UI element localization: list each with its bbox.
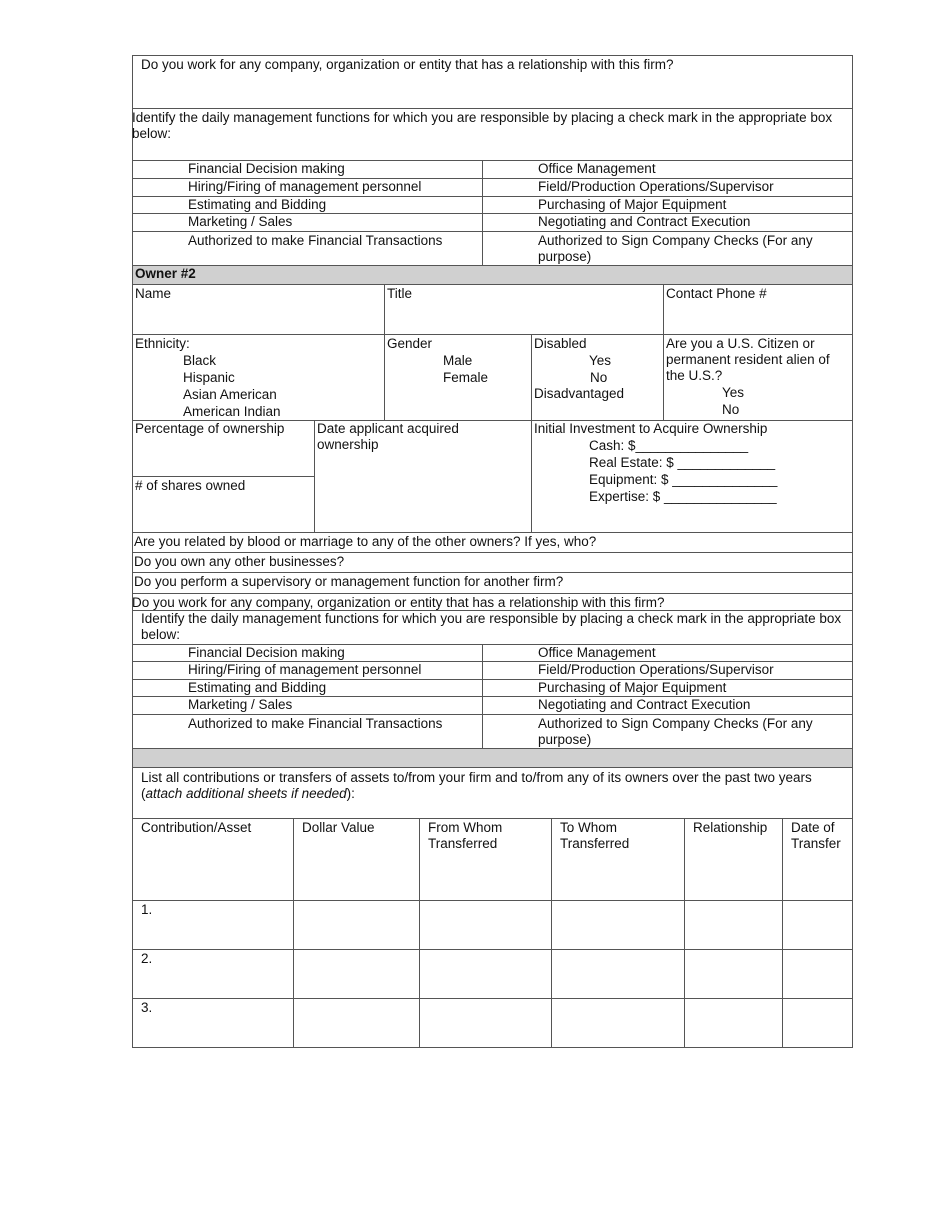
- gender-option[interactable]: Male: [443, 353, 473, 368]
- investment-label: Initial Investment to Acquire Ownership: [534, 421, 768, 436]
- row-number: 3.: [141, 1000, 153, 1015]
- function-checkbox-label[interactable]: Financial Decision making: [188, 645, 345, 660]
- citizen-option[interactable]: Yes: [722, 385, 745, 400]
- ethnicity-option[interactable]: Asian American: [183, 387, 277, 402]
- function-checkbox-label[interactable]: Authorized to Sign Company Checks (For any purpose): [538, 716, 813, 747]
- divider: [482, 644, 483, 748]
- divider: [132, 900, 853, 901]
- gender-label: Gender: [387, 336, 433, 351]
- function-checkbox-label[interactable]: Marketing / Sales: [188, 214, 293, 229]
- divider: [132, 334, 853, 335]
- shares-label: # of shares owned: [135, 478, 246, 493]
- function-checkbox-label[interactable]: Purchasing of Major Equipment: [538, 197, 727, 212]
- ethnicity-option[interactable]: American Indian: [183, 404, 281, 419]
- ethnicity-option[interactable]: Black: [183, 353, 217, 368]
- function-checkbox-label[interactable]: Authorized to make Financial Transactions: [188, 233, 443, 248]
- function-checkbox-label[interactable]: Hiring/Firing of management personnel: [188, 179, 422, 194]
- divider: [132, 593, 853, 594]
- column-header: Relationship: [693, 820, 768, 835]
- gender-option[interactable]: Female: [443, 370, 489, 385]
- divider: [132, 476, 314, 477]
- function-checkbox-label[interactable]: Office Management: [538, 645, 656, 660]
- contributions-intro-end: ):: [346, 786, 355, 801]
- date-acquired-label: Date applicant acquired ownership: [317, 421, 459, 452]
- section-separator-bar: [132, 748, 853, 768]
- owner-header-bar: [132, 265, 853, 285]
- row-number: 1.: [141, 902, 153, 917]
- investment-equipment-field[interactable]: Equipment: $ ______________: [589, 472, 778, 487]
- function-checkbox-label[interactable]: Estimating and Bidding: [188, 197, 327, 212]
- citizen-option[interactable]: No: [722, 402, 740, 417]
- owner-header: Owner #2: [135, 266, 196, 281]
- contributions-intro-italic: attach additional sheets if needed: [145, 786, 347, 801]
- ethnicity-option[interactable]: Hispanic: [183, 370, 235, 385]
- column-header: Dollar Value: [302, 820, 375, 835]
- function-checkbox-label[interactable]: Field/Production Operations/Supervisor: [538, 662, 774, 677]
- identify-functions-text: Identify the daily management functions for which you are responsible by placing a check mark in the appropriate box below:: [132, 110, 833, 141]
- divider: [551, 818, 552, 1048]
- disadvantaged-label[interactable]: Disadvantaged: [534, 386, 625, 401]
- disabled-option[interactable]: No: [590, 370, 608, 385]
- column-header: From Whom Transferred: [428, 820, 503, 851]
- divider: [132, 949, 853, 950]
- contributions-frame: [132, 768, 853, 1048]
- divider: [132, 108, 853, 109]
- name-label: Name: [135, 286, 172, 301]
- percentage-label: Percentage of ownership: [135, 421, 285, 436]
- question-relationship: Do you work for any company, organization or entity that has a relationship with this firm?: [141, 57, 674, 72]
- divider: [132, 998, 853, 999]
- function-checkbox-label[interactable]: Marketing / Sales: [188, 697, 293, 712]
- row-number: 2.: [141, 951, 153, 966]
- function-checkbox-label[interactable]: Field/Production Operations/Supervisor: [538, 179, 774, 194]
- divider: [132, 818, 853, 819]
- investment-expertise-field[interactable]: Expertise: $ _______________: [589, 489, 777, 504]
- contributions-intro: [141, 770, 847, 802]
- question-relationship: Do you work for any company, organization or entity that has a relationship with this firm?: [132, 595, 665, 610]
- question-supervisory: Do you perform a supervisory or management function for another firm?: [134, 574, 564, 589]
- function-checkbox-label[interactable]: Financial Decision making: [188, 161, 345, 176]
- divider: [531, 334, 532, 532]
- divider: [293, 818, 294, 1048]
- function-checkbox-label[interactable]: Purchasing of Major Equipment: [538, 680, 727, 695]
- divider: [132, 552, 853, 553]
- column-header: To Whom Transferred: [560, 820, 630, 851]
- question-related: Are you related by blood or marriage to any of the other owners? If yes, who?: [134, 534, 597, 549]
- identify-functions-text: Identify the daily management functions for which you are responsible by placing a check mark in the appropriate box below:: [141, 611, 842, 642]
- question-other-business: Do you own any other businesses?: [134, 554, 345, 569]
- phone-label: Contact Phone #: [666, 286, 767, 301]
- divider: [782, 818, 783, 1048]
- function-checkbox-label[interactable]: Negotiating and Contract Execution: [538, 697, 751, 712]
- function-checkbox-label[interactable]: Authorized to make Financial Transactions: [188, 716, 443, 731]
- column-header: Date of Transfer: [791, 820, 841, 851]
- divider: [419, 818, 420, 1048]
- function-checkbox-label[interactable]: Hiring/Firing of management personnel: [188, 662, 422, 677]
- divider: [384, 285, 385, 420]
- divider: [132, 572, 853, 573]
- contributions-intro-main: List all contributions or transfers of assets to/from your firm and to/from any of its owners over the past two years (: [141, 770, 812, 801]
- column-header: Contribution/Asset: [141, 820, 252, 835]
- divider: [132, 714, 853, 715]
- divider: [132, 231, 853, 232]
- citizen-question: Are you a U.S. Citizen or permanent resident alien of the U.S.?: [666, 336, 830, 383]
- disabled-option[interactable]: Yes: [589, 353, 612, 368]
- divider: [132, 532, 853, 533]
- investment-real-estate-field[interactable]: Real Estate: $ _____________: [589, 455, 776, 470]
- divider: [684, 818, 685, 1048]
- disabled-label: Disabled: [534, 336, 587, 351]
- function-checkbox-label[interactable]: Authorized to Sign Company Checks (For any purpose): [538, 233, 813, 264]
- title-label: Title: [387, 286, 413, 301]
- function-checkbox-label[interactable]: Negotiating and Contract Execution: [538, 214, 751, 229]
- function-checkbox-label[interactable]: Office Management: [538, 161, 656, 176]
- ethnicity-label: Ethnicity:: [135, 336, 190, 351]
- divider: [314, 420, 315, 532]
- investment-cash-field[interactable]: Cash: $_______________: [589, 438, 749, 453]
- divider: [482, 160, 483, 265]
- divider: [663, 285, 664, 420]
- function-checkbox-label[interactable]: Estimating and Bidding: [188, 680, 327, 695]
